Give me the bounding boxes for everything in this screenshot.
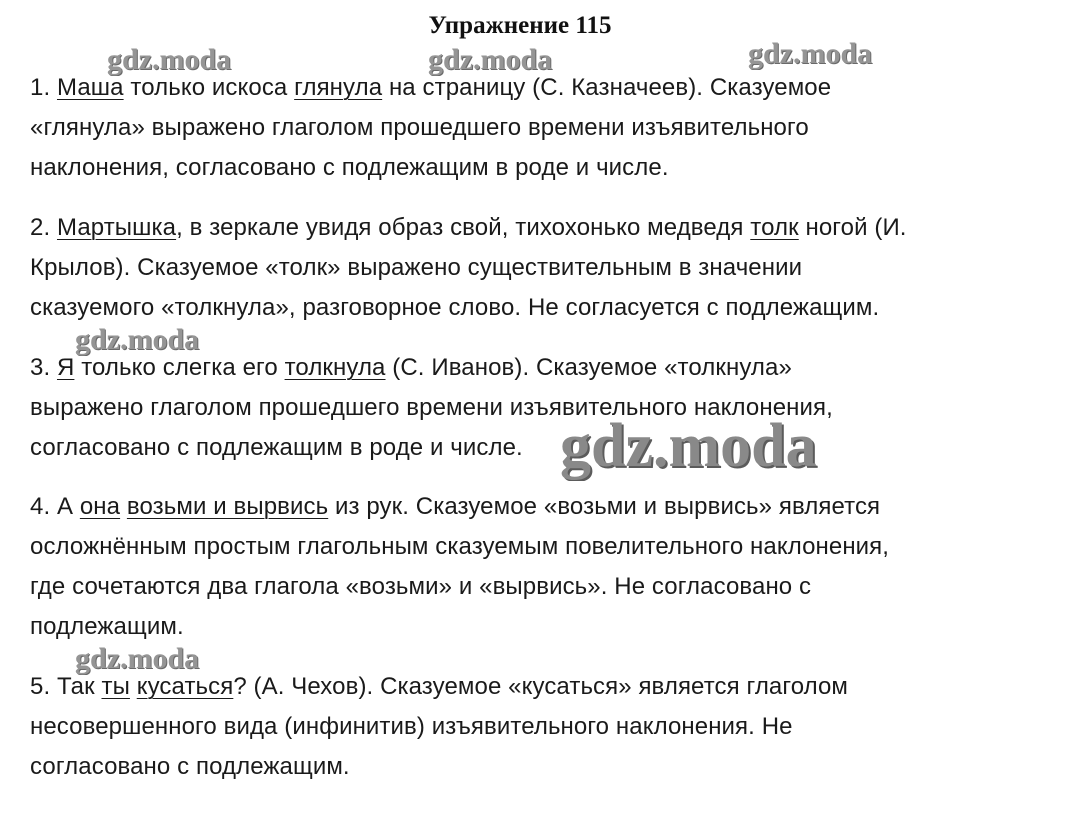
text-run: только слегка его [74, 354, 285, 381]
exercise-title: Упражнение 115 [428, 12, 612, 39]
text-line [30, 527, 1050, 567]
text-run: несовершенного вида (инфинитив) изъявительного наклонения. Не [30, 713, 793, 740]
text-run: 2. [30, 214, 57, 241]
underlined-term: возьми и вырвись [126, 493, 329, 520]
watermark: gdz.moda [748, 37, 873, 70]
answer-item-1 [30, 68, 1050, 188]
underlined-term: она [79, 493, 121, 520]
text-run: из рук. Сказуемое «возьми и вырвись» является [328, 493, 881, 520]
text-run: наклонения, согласовано с подлежащим в роде и числе. [30, 154, 669, 181]
watermark: gdz.moda [560, 412, 817, 480]
text-run: 5. Так [30, 673, 102, 700]
text-line [30, 428, 1050, 468]
answer-item-3 [30, 348, 1050, 468]
underlined-term: Мартышка [56, 214, 177, 241]
text-run: 4. А [30, 493, 80, 520]
answer-item-2 [30, 208, 1050, 328]
text-line [30, 108, 1050, 148]
text-line [30, 487, 1050, 527]
text-line [30, 707, 1050, 747]
text-run: на страницу (С. Казначеев). Сказуемое [382, 74, 832, 101]
watermark: gdz.moda [75, 323, 200, 356]
text-line [30, 208, 1050, 248]
text-run: согласовано с подлежащим в роде и числе. [30, 434, 523, 461]
underlined-term: Маша [56, 74, 124, 101]
text-run: «глянула» выражено глаголом прошедшего времени изъявительного [30, 114, 809, 141]
text-run: где сочетаются два глагола «возьми» и «вырвись». Не согласовано с [30, 573, 812, 600]
text-run: 3. [30, 354, 57, 381]
text-line [30, 607, 1050, 647]
watermark: gdz.moda [107, 43, 232, 76]
text-run: только искоса [123, 74, 295, 101]
text-run: Крылов). Сказуемое «толк» выражено существительным в значении [30, 254, 803, 281]
answer-item-4 [30, 487, 1050, 647]
text-line [30, 348, 1050, 388]
text-line [30, 747, 1050, 787]
text-line [30, 248, 1050, 288]
underlined-term: ты [101, 673, 130, 700]
answer-item-5 [30, 667, 1050, 787]
text-run [130, 673, 137, 700]
underlined-term: глянула [294, 74, 383, 101]
watermark: gdz.moda [75, 642, 200, 675]
text-run [120, 493, 127, 520]
text-run: ногой (И. [798, 214, 907, 241]
text-line [30, 667, 1050, 707]
text-run: , в зеркале увидя образ свой, тихохонько медведя [176, 214, 751, 241]
underlined-term: кусаться [136, 673, 234, 700]
text-line [30, 148, 1050, 188]
text-run: осложнённым простым глагольным сказуемым повелительного наклонения, [30, 533, 890, 560]
text-run: выражено глаголом прошедшего времени изъявительного наклонения, [30, 394, 833, 421]
text-run: 1. [30, 74, 57, 101]
text-line [30, 388, 1050, 428]
text-run: ? (А. Чехов). Сказуемое «кусаться» является глаголом [233, 673, 849, 700]
underlined-term: Я [56, 354, 75, 381]
underlined-term: толк [750, 214, 799, 241]
text-line [30, 68, 1050, 108]
text-run: согласовано с подлежащим. [30, 753, 350, 780]
text-line [30, 288, 1050, 328]
text-run: сказуемого «толкнула», разговорное слово. Не согласуется с подлежащим. [30, 294, 880, 321]
text-run: (С. Иванов). Сказуемое «толкнула» [385, 354, 792, 381]
watermark: gdz.moda [428, 43, 553, 76]
text-line [30, 567, 1050, 607]
underlined-term: толкнула [284, 354, 386, 381]
text-run: подлежащим. [30, 613, 184, 640]
